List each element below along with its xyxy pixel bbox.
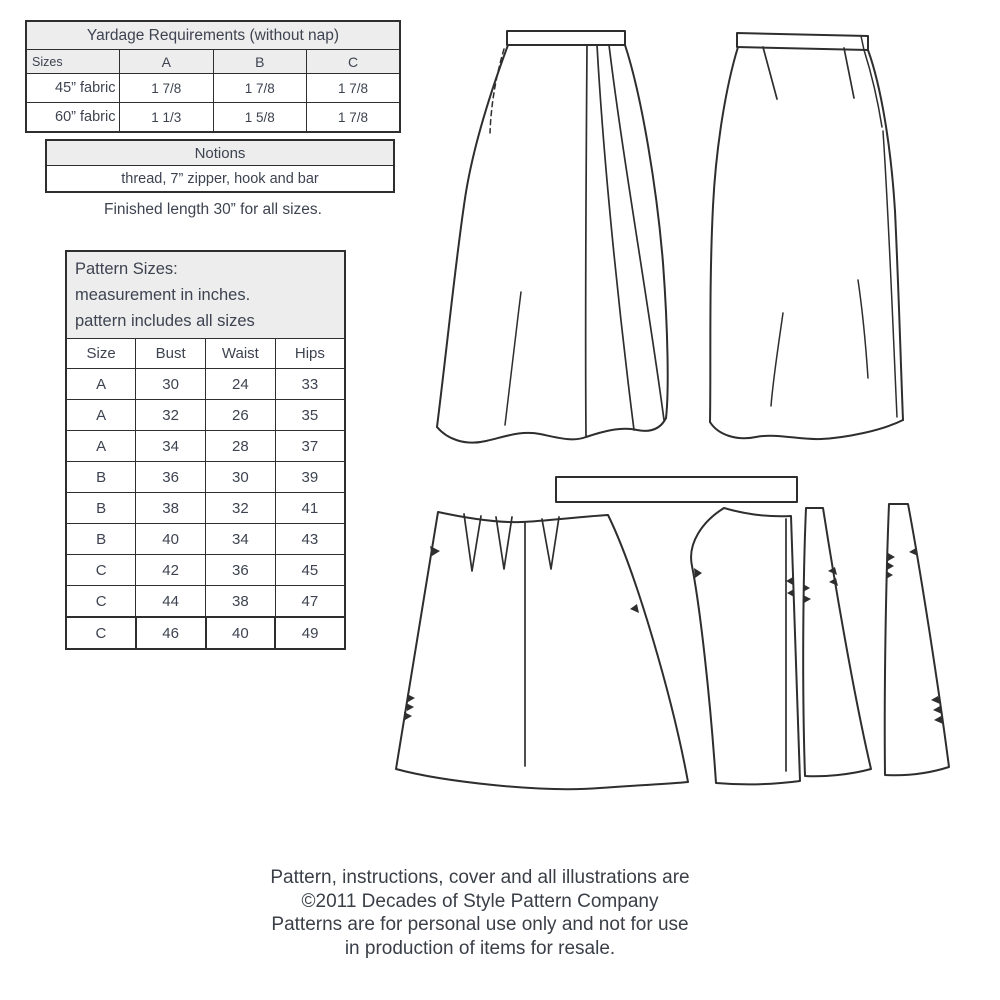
back-hem	[710, 420, 903, 439]
pattern-sizes-caption	[66, 251, 345, 339]
hips-cell: 43	[275, 524, 345, 555]
pattern-piece-back-panel	[396, 512, 688, 789]
hips-cell: 39	[275, 462, 345, 493]
back-side-seam-inner	[883, 131, 897, 417]
fabric-60-label: 60” fabric	[26, 103, 120, 133]
copyright-line: in production of items for resale.	[344, 937, 616, 959]
table-row	[46, 166, 394, 193]
front-gore-seam-1	[586, 45, 587, 436]
yardage-value: 1 1/3	[120, 103, 214, 133]
size-a-column-header: A	[120, 50, 214, 74]
yardage-value: 1 7/8	[307, 74, 401, 103]
table-row	[66, 555, 345, 586]
table-row	[66, 431, 345, 462]
notions-table	[45, 139, 395, 193]
pattern-piece-waistband	[556, 477, 797, 502]
bust-cell: 36	[136, 462, 206, 493]
pattern-piece-front-panel	[691, 508, 800, 784]
front-waistband	[507, 31, 625, 45]
caption-line: Pattern Sizes:	[75, 260, 178, 278]
skirt-back-view-drawing	[710, 33, 903, 439]
waist-cell: 38	[206, 586, 276, 618]
notions-list: thread, 7” zipper, hook and bar	[46, 166, 394, 193]
size-cell: C	[66, 617, 136, 649]
copyright-line: Patterns are for personal use only and not for use	[271, 914, 689, 935]
waist-cell: 26	[206, 400, 276, 431]
size-cell: A	[66, 400, 136, 431]
front-gore-seam-3	[609, 45, 664, 420]
table-row	[26, 50, 400, 74]
side-gore-outline	[803, 508, 871, 776]
yardage-table-title: Yardage Requirements (without nap)	[26, 21, 400, 50]
waist-cell: 24	[206, 369, 276, 400]
waist-cell: 40	[206, 617, 276, 649]
table-row	[66, 462, 345, 493]
bust-cell: 34	[136, 431, 206, 462]
table-row	[66, 400, 345, 431]
waist-cell: 28	[206, 431, 276, 462]
hips-cell: 47	[275, 586, 345, 618]
hips-column-header: Hips	[275, 339, 345, 369]
size-cell: B	[66, 462, 136, 493]
table-row	[66, 617, 345, 649]
hips-cell: 49	[275, 617, 345, 649]
skirt-front-view-drawing	[437, 31, 668, 443]
bust-cell: 42	[136, 555, 206, 586]
table-row	[26, 74, 400, 103]
pattern-piece-front-gore	[885, 504, 949, 775]
hips-cell: 45	[275, 555, 345, 586]
hips-cell: 33	[275, 369, 345, 400]
waist-cell: 32	[206, 493, 276, 524]
table-row	[66, 586, 345, 618]
table-row	[26, 21, 400, 50]
table-row	[26, 103, 400, 133]
back-dart-1	[763, 47, 777, 99]
table-row	[46, 140, 394, 166]
bust-column-header: Bust	[136, 339, 206, 369]
table-row	[66, 493, 345, 524]
pattern-sizes-table	[65, 250, 346, 650]
yardage-value: 1 7/8	[213, 74, 307, 103]
bust-cell: 46	[136, 617, 206, 649]
waist-column-header: Waist	[206, 339, 276, 369]
size-cell: C	[66, 586, 136, 618]
back-left-seam	[710, 47, 738, 422]
size-cell: B	[66, 524, 136, 555]
front-panel-outline	[691, 508, 800, 784]
bust-cell: 38	[136, 493, 206, 524]
back-dart-2	[844, 48, 854, 98]
front-hem	[437, 418, 666, 443]
bust-cell: 30	[136, 369, 206, 400]
fabric-45-label: 45” fabric	[26, 74, 120, 103]
hips-cell: 41	[275, 493, 345, 524]
caption-line: measurement in inches.	[75, 286, 251, 304]
copyright-notice	[100, 866, 860, 960]
table-row	[66, 251, 345, 339]
front-gore-outline	[885, 504, 949, 775]
front-gore-seam-2	[597, 45, 634, 430]
bust-cell: 40	[136, 524, 206, 555]
hips-cell: 35	[275, 400, 345, 431]
yardage-value: 1 7/8	[307, 103, 401, 133]
bust-cell: 32	[136, 400, 206, 431]
sizes-column-header: Sizes	[26, 50, 120, 74]
hips-cell: 37	[275, 431, 345, 462]
copyright-line: ©2011 Decades of Style Pattern Company	[301, 890, 659, 912]
size-column-header: Size	[66, 339, 136, 369]
waist-cell: 30	[206, 462, 276, 493]
copyright-line: Pattern, instructions, cover and all illustrations are	[270, 867, 690, 888]
bust-cell: 44	[136, 586, 206, 618]
caption-line: pattern includes all sizes	[75, 312, 255, 330]
back-drape-line-2	[858, 280, 868, 378]
size-cell: A	[66, 431, 136, 462]
yardage-value: 1 7/8	[120, 74, 214, 103]
back-waistband	[737, 33, 868, 50]
size-cell: C	[66, 555, 136, 586]
size-cell: B	[66, 493, 136, 524]
front-drape-line	[505, 292, 521, 425]
waist-cell: 36	[206, 555, 276, 586]
waist-cell: 34	[206, 524, 276, 555]
yardage-requirements-table	[25, 20, 401, 133]
back-drape-line-1	[771, 313, 783, 406]
notions-title: Notions	[46, 140, 394, 166]
table-row	[66, 369, 345, 400]
size-c-column-header: C	[307, 50, 401, 74]
finished-length-note: Finished length 30” for all sizes.	[104, 201, 322, 218]
table-row	[66, 339, 345, 369]
front-left-seam	[437, 45, 508, 427]
size-b-column-header: B	[213, 50, 307, 74]
table-row	[66, 524, 345, 555]
yardage-value: 1 5/8	[213, 103, 307, 133]
front-right-seam	[625, 45, 668, 418]
size-cell: A	[66, 369, 136, 400]
back-panel-outline	[396, 512, 688, 789]
back-right-seam	[868, 50, 903, 420]
pattern-piece-side-gore	[803, 508, 871, 776]
